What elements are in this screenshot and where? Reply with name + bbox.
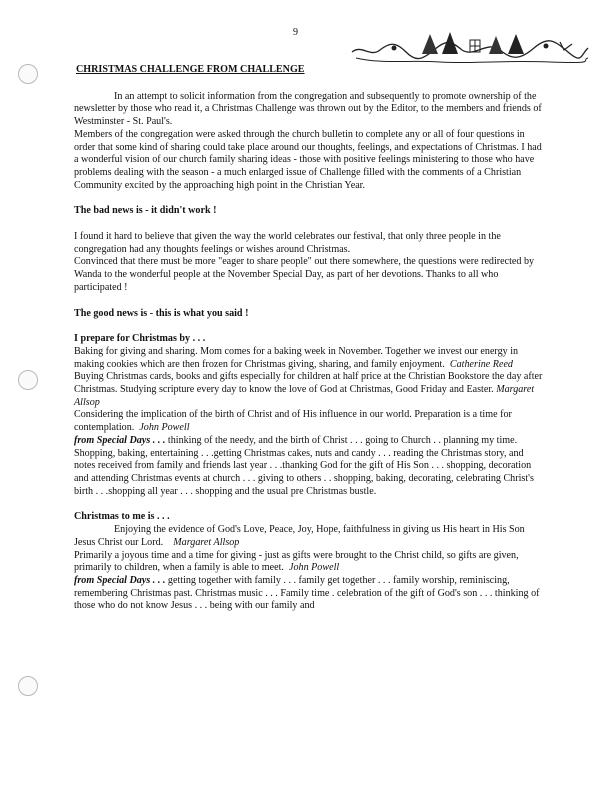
christmas-entry-1 xyxy=(74,524,544,549)
intro-paragraph-2: Members of the congregation were asked through the church bulletin to complete any or all of four questions in order that some kind of sharing could take place around our thoughts, feelings, and expectations of Christmas. I had a wonderful vision of our church family sharing ideas - those with positive feelings ministering to those who have problems dealing with the season - a much enlarged issue of Challenge filled with the comments of a Christian Community excited by the approaching high point in the Christian Year. xyxy=(74,128,542,191)
prepare-entry-3 xyxy=(74,409,544,434)
contributor-name: Catherine Reed xyxy=(449,358,513,370)
binder-hole-top xyxy=(18,64,38,84)
entry-text: Primarily a joyous time and a time for giving - just as gifts were brought to the Christ child, so gifts are given, primarily to children, when a family is able to meet. xyxy=(74,549,519,574)
bad-news-heading: The bad news is - it didn't work ! xyxy=(74,205,217,217)
good-news-heading: The good news is - this is what you said ! xyxy=(74,307,249,319)
entry-text: Baking for giving and sharing. Mom comes for a baking week in November. Together we invest our energy in making cookies which are then frozen for Christmas giving, sharing, and family enjoyment. xyxy=(74,345,519,370)
entry-text: thinking of the needy, and the birth of Christ . . . going to Church . . planning my time. Shopping, baking, entertaining . . .getting Christmas cakes, nuts and candy . . . reading the Christmas story, and notes received from family and friends last year . . .thanking God for the gift of His Son . . . shopping, decoration and attending Christmas events at church . . . giving to others . . shopping, baking, decorating, celebrating Christ's birth . . .shopping all year . . . shopping and the usual pre Christmas bustle. xyxy=(74,434,534,497)
entry-text: getting together with family . . . family get together . . . family worship, reminiscing, remembering Christmas past. Christmas music . . . Family time . celebration of the gift of God's son . . . thinking of those who do not know Jesus . . . being with our family and xyxy=(74,574,540,612)
page-number: 9 xyxy=(293,27,298,38)
bad-news-paragraph-1: I found it hard to believe that given the way the world celebrates our festival, that only three people in the congregation had any thoughts feelings or wishes around Christmas. xyxy=(74,231,501,255)
christmas-to-me-heading: Christmas to me is . . . xyxy=(74,511,170,523)
christmas-entry-2 xyxy=(74,550,544,575)
contributor-name: John Powell xyxy=(289,562,340,574)
binder-hole-bottom xyxy=(18,676,38,696)
special-days-label: from Special Days . . . xyxy=(74,434,166,446)
contributor-name: John Powell xyxy=(139,422,190,434)
binder-hole-middle xyxy=(18,370,38,390)
page-title: CHRISTMAS CHALLENGE FROM CHALLENGE xyxy=(76,64,305,75)
prepare-heading: I prepare for Christmas by . . . xyxy=(74,333,206,345)
entry-text: Considering the implication of the birth of Christ and of His influence in our world. Preparation is a time for contemplation. xyxy=(74,409,512,434)
christmas-entry-3 xyxy=(74,575,544,613)
prepare-entry-2 xyxy=(74,371,544,409)
special-days-label: from Special Days . . . xyxy=(74,574,166,586)
prepare-entry-4 xyxy=(74,435,544,499)
bad-news-paragraph-2: Convinced that there must be more "eager to share people" out there somewhere, the questions were redirected by Wanda to the wonderful people at the November Special Day, as part of her devotions. Thanks to all who participated ! xyxy=(74,256,535,293)
contributor-name: Margaret Allsop xyxy=(74,384,535,408)
entry-text: Buying Christmas cards, books and gifts especially for children at half price at the Christian Bookstore the day after Christmas. Studying scripture every day to know the love of God at Christmas, Good Friday and Easter. xyxy=(74,371,543,396)
contributor-name: Margaret Allsop xyxy=(173,536,240,548)
entry-text: Enjoying the evidence of God's Love, Peace, Joy, Hope, faithfulness in giving us His heart in His Son Jesus Christ our Lord. xyxy=(74,524,525,548)
prepare-entry-1 xyxy=(74,346,544,371)
intro-paragraph-1: In an attempt to solicit information from the congregation and subsequently to promote ownership of the newsletter by those who read it, a Christmas Challenge was thrown out by the Editor, to the members and friends of Westminster - St. Paul's. xyxy=(74,90,542,128)
newsletter-article xyxy=(74,64,544,613)
